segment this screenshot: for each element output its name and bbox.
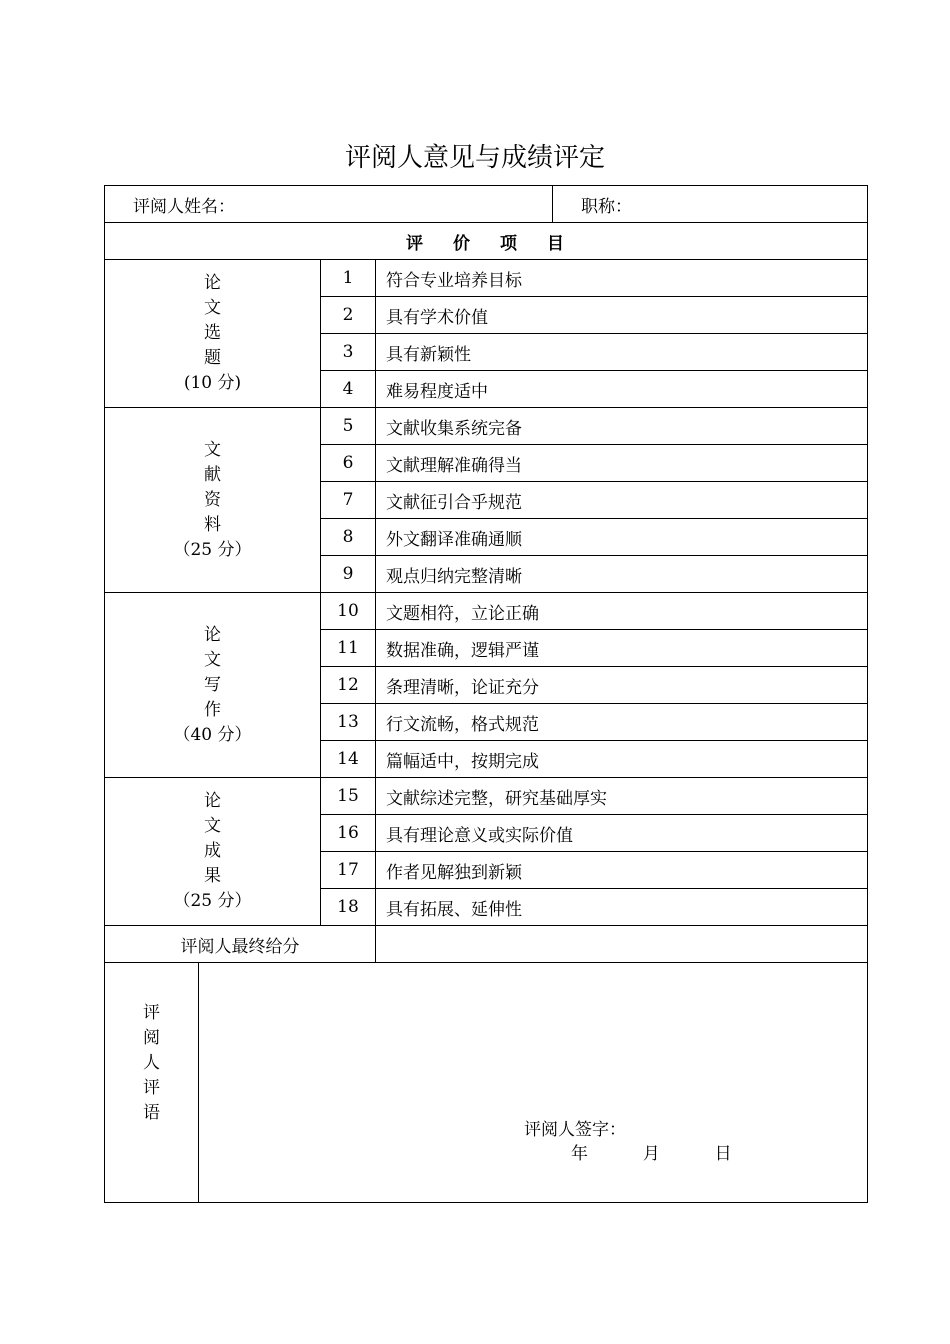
date-year-label: 年 — [571, 1144, 588, 1164]
date-day-label: 日 — [714, 1144, 732, 1164]
reviewer-title-label: 职称： — [581, 196, 632, 217]
criteria-text: 具有拓展、延伸性 — [376, 889, 868, 926]
criteria-text: 外文翻译准确通顺 — [376, 519, 868, 556]
criteria-text: 文献理解准确得当 — [376, 445, 868, 482]
criteria-number: 17 — [321, 852, 376, 889]
criteria-number: 11 — [321, 630, 376, 667]
section-heading: 评 价 项 目 — [105, 223, 868, 260]
category-topic-selection: 论 文 选 题 (10 分) — [105, 260, 321, 408]
criteria-number: 10 — [321, 593, 376, 630]
criteria-number: 13 — [321, 704, 376, 741]
criteria-number: 15 — [321, 778, 376, 815]
reviewer-comments-field[interactable] — [199, 963, 868, 1203]
category-writing: 论 文 写 作 （40 分） — [105, 593, 321, 778]
reviewer-title-field[interactable] — [553, 186, 868, 223]
criteria-number: 14 — [321, 741, 376, 778]
criteria-text: 文献综述完整，研究基础厚实 — [376, 778, 868, 815]
criteria-row — [105, 593, 868, 630]
final-score-row — [105, 926, 868, 963]
criteria-text: 观点归纳完整清晰 — [376, 556, 868, 593]
criteria-text: 难易程度适中 — [376, 371, 868, 408]
reviewer-name-label: 评阅人姓名： — [133, 196, 235, 217]
final-score-label: 评阅人最终给分 — [105, 926, 376, 963]
criteria-text: 文题相符，立论正确 — [376, 593, 868, 630]
criteria-text: 条理清晰，论证充分 — [376, 667, 868, 704]
criteria-number: 5 — [321, 408, 376, 445]
evaluation-form-table — [104, 185, 868, 1203]
category-results: 论 文 成 果 （25 分） — [105, 778, 321, 926]
criteria-number: 3 — [321, 334, 376, 371]
criteria-row — [105, 260, 868, 297]
criteria-number: 12 — [321, 667, 376, 704]
criteria-number: 16 — [321, 815, 376, 852]
final-score-field[interactable] — [376, 926, 868, 963]
criteria-number: 6 — [321, 445, 376, 482]
criteria-text: 文献收集系统完备 — [376, 408, 868, 445]
criteria-text: 具有学术价值 — [376, 297, 868, 334]
reviewer-info-row — [105, 186, 868, 223]
section-heading-row — [105, 223, 868, 260]
criteria-text: 具有新颖性 — [376, 334, 868, 371]
criteria-row — [105, 408, 868, 445]
criteria-text: 数据准确，逻辑严谨 — [376, 630, 868, 667]
reviewer-comments-label: 评 阅 人 评 语 — [105, 963, 199, 1203]
criteria-number: 4 — [321, 371, 376, 408]
criteria-number: 1 — [321, 260, 376, 297]
comments-row — [105, 963, 868, 1203]
category-points: (10 分) — [183, 373, 242, 393]
category-literature: 文 献 资 料 （25 分） — [105, 408, 321, 593]
category-points: （25 分） — [173, 539, 252, 560]
signature-label: 评阅人签字： — [524, 1120, 626, 1140]
criteria-text: 具有理论意义或实际价值 — [376, 815, 868, 852]
criteria-text: 作者见解独到新颖 — [376, 852, 868, 889]
page-title: 评阅人意见与成绩评定 — [344, 143, 605, 173]
category-points: （40 分） — [173, 724, 252, 745]
criteria-number: 7 — [321, 482, 376, 519]
date-month-label: 月 — [642, 1144, 660, 1164]
criteria-number: 2 — [321, 297, 376, 334]
reviewer-name-field[interactable] — [105, 186, 553, 223]
date-line — [571, 1139, 732, 1164]
criteria-text: 符合专业培养目标 — [376, 260, 868, 297]
criteria-number: 9 — [321, 556, 376, 593]
criteria-text: 文献征引合乎规范 — [376, 482, 868, 519]
criteria-text: 行文流畅，格式规范 — [376, 704, 868, 741]
criteria-number: 18 — [321, 889, 376, 926]
criteria-row — [105, 778, 868, 815]
criteria-number: 8 — [321, 519, 376, 556]
category-points: （25 分） — [173, 891, 252, 911]
criteria-text: 篇幅适中，按期完成 — [376, 741, 868, 778]
comments-area — [199, 963, 867, 1164]
